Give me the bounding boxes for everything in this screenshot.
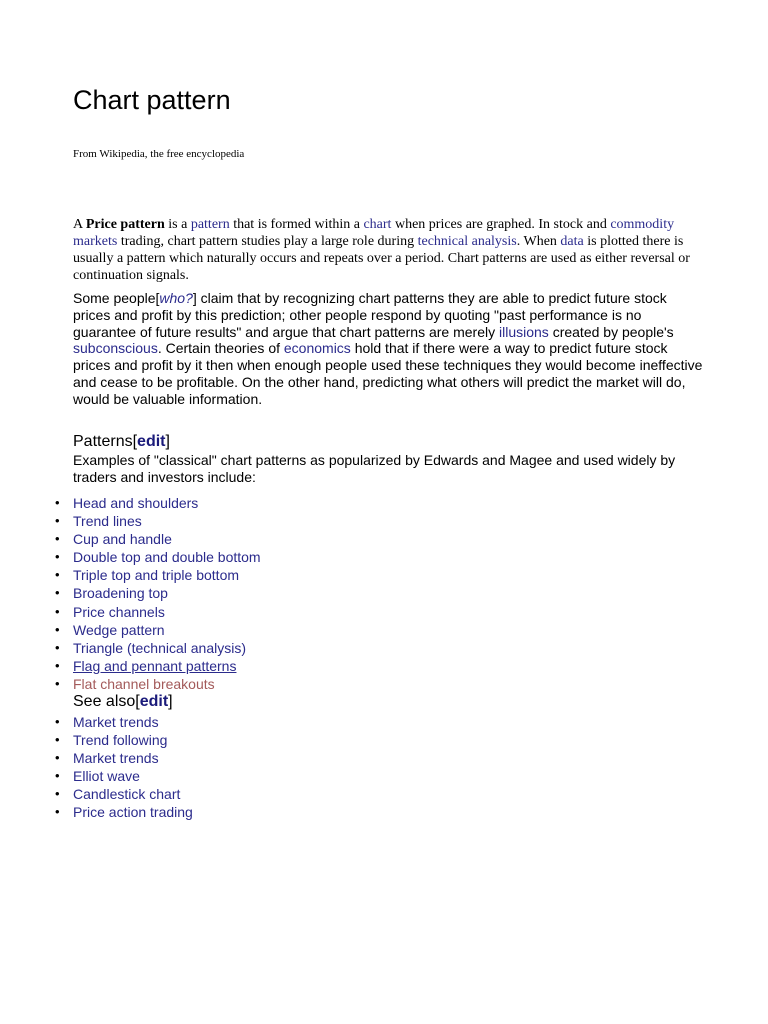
- lead-text: is a: [164, 217, 191, 232]
- pattern-link[interactable]: Price channels: [73, 603, 165, 620]
- bullet: •: [55, 786, 60, 802]
- see-also-link[interactable]: Candlestick chart: [73, 786, 181, 803]
- pattern-link-hovered[interactable]: Flag and pennant patterns: [73, 657, 237, 674]
- list-item: [55, 494, 261, 512]
- link-subconscious[interactable]: subconscious: [73, 340, 158, 357]
- pattern-link-visited[interactable]: Flat channel breakouts: [73, 675, 215, 692]
- pattern-link[interactable]: Triangle (technical analysis): [73, 639, 246, 656]
- bullet: •: [55, 675, 60, 691]
- pattern-link[interactable]: Trend lines: [73, 513, 142, 530]
- bracket-open: [: [135, 693, 140, 710]
- see-also-list: [55, 713, 193, 822]
- bullet: •: [55, 804, 60, 820]
- list-item: [55, 675, 261, 693]
- lead-text: A: [73, 217, 86, 232]
- list-item: [55, 566, 261, 584]
- lead-text: that is formed within a: [229, 217, 364, 232]
- list-item: [55, 548, 261, 566]
- lead-text: trading, chart pattern studies play a large role during: [117, 234, 418, 249]
- para-text: hold that if there were a way to predict future stock prices and profit by it then when enough people used these techniques they would become ineffective and cease to be profitable. On the other hand, predicting what others will predict the market will do, would be valuable information.: [73, 340, 703, 407]
- see-also-link[interactable]: Market trends: [73, 714, 159, 730]
- list-item: [55, 713, 193, 731]
- link-data[interactable]: data: [560, 234, 584, 249]
- bullet: •: [55, 657, 60, 673]
- pattern-link[interactable]: Wedge pattern: [73, 621, 165, 638]
- bullet: •: [55, 495, 60, 510]
- list-item: [55, 749, 193, 767]
- list-item: [55, 530, 261, 548]
- patterns-intro: Examples of "classical" chart patterns as popularized by Edwards and Magee and used widely by traders and investors include:: [73, 452, 676, 485]
- bullet: •: [55, 513, 60, 529]
- list-item: [55, 639, 261, 657]
- pattern-link[interactable]: Triple top and triple bottom: [73, 567, 240, 584]
- bullet: •: [55, 750, 60, 766]
- bracket-open: [: [132, 433, 138, 450]
- bullet: •: [55, 603, 60, 619]
- lead-text: when prices are graphed. In stock and: [391, 217, 611, 232]
- lead-term: Price pattern: [85, 217, 165, 232]
- list-item: [55, 657, 261, 675]
- list-item: [55, 512, 261, 530]
- patterns-edit-link[interactable]: edit: [137, 433, 166, 450]
- link-who[interactable]: who?: [159, 290, 193, 306]
- list-item: [55, 621, 261, 639]
- list-item: [55, 803, 193, 821]
- para-text: Some people[: [73, 290, 160, 306]
- bullet: •: [55, 639, 60, 655]
- patterns-heading-label: Patterns: [73, 433, 133, 450]
- see-also-link[interactable]: Trend following: [73, 732, 168, 749]
- see-also-edit-link[interactable]: edit: [139, 693, 169, 710]
- list-item: [55, 731, 193, 749]
- bullet: •: [55, 567, 60, 583]
- patterns-heading: [73, 432, 170, 452]
- page-title: Chart pattern: [73, 85, 231, 115]
- tagline: From Wikipedia, the free encyclopedia: [73, 148, 245, 160]
- link-illusions[interactable]: illusions: [499, 323, 549, 340]
- bracket-close: ]: [168, 693, 173, 710]
- see-also-link[interactable]: Elliot wave: [73, 768, 140, 785]
- bullet: •: [55, 621, 60, 637]
- list-item: [55, 767, 193, 785]
- bullet: •: [55, 714, 60, 729]
- pattern-link[interactable]: Cup and handle: [73, 531, 172, 548]
- list-item: [55, 584, 261, 602]
- link-pattern[interactable]: pattern: [190, 217, 230, 232]
- link-chart[interactable]: chart: [363, 217, 392, 232]
- para-text: . Certain theories of: [157, 340, 284, 357]
- bullet: •: [55, 531, 60, 547]
- list-item: [55, 785, 193, 803]
- pattern-link[interactable]: Broadening top: [73, 585, 168, 602]
- lead-text: . When: [516, 234, 561, 249]
- para-text: created by people's: [548, 323, 674, 340]
- see-also-link[interactable]: Market trends: [73, 750, 159, 767]
- pattern-link[interactable]: Head and shoulders: [73, 495, 199, 511]
- bullet: •: [55, 549, 60, 565]
- patterns-list: [55, 494, 261, 693]
- second-paragraph: [73, 290, 703, 408]
- see-also-heading: [73, 692, 173, 712]
- bracket-close: ]: [165, 433, 170, 450]
- lead-text: is plotted there is usually a pattern which naturally occurs and repeats over a period. Chart patterns are used as either reversal or continuation signals.: [73, 234, 690, 283]
- see-also-link[interactable]: Price action trading: [73, 804, 193, 821]
- bullet: •: [55, 732, 60, 748]
- bullet: •: [55, 585, 60, 601]
- see-also-heading-label: See also: [73, 693, 136, 710]
- para-text: ] claim that by recognizing chart patterns they are able to predict future stock prices and profit by this prediction; other people respond by quoting "past performance is no guarantee of future results" and argue that chart patterns are merely: [73, 290, 667, 340]
- list-item: [55, 603, 261, 621]
- link-commodity-markets[interactable]: commodity markets: [73, 217, 675, 249]
- bullet: •: [55, 768, 60, 784]
- lead-paragraph: [73, 216, 698, 284]
- link-technical-analysis[interactable]: technical analysis: [417, 234, 517, 249]
- pattern-link[interactable]: Double top and double bottom: [73, 549, 261, 566]
- link-economics[interactable]: economics: [283, 340, 351, 357]
